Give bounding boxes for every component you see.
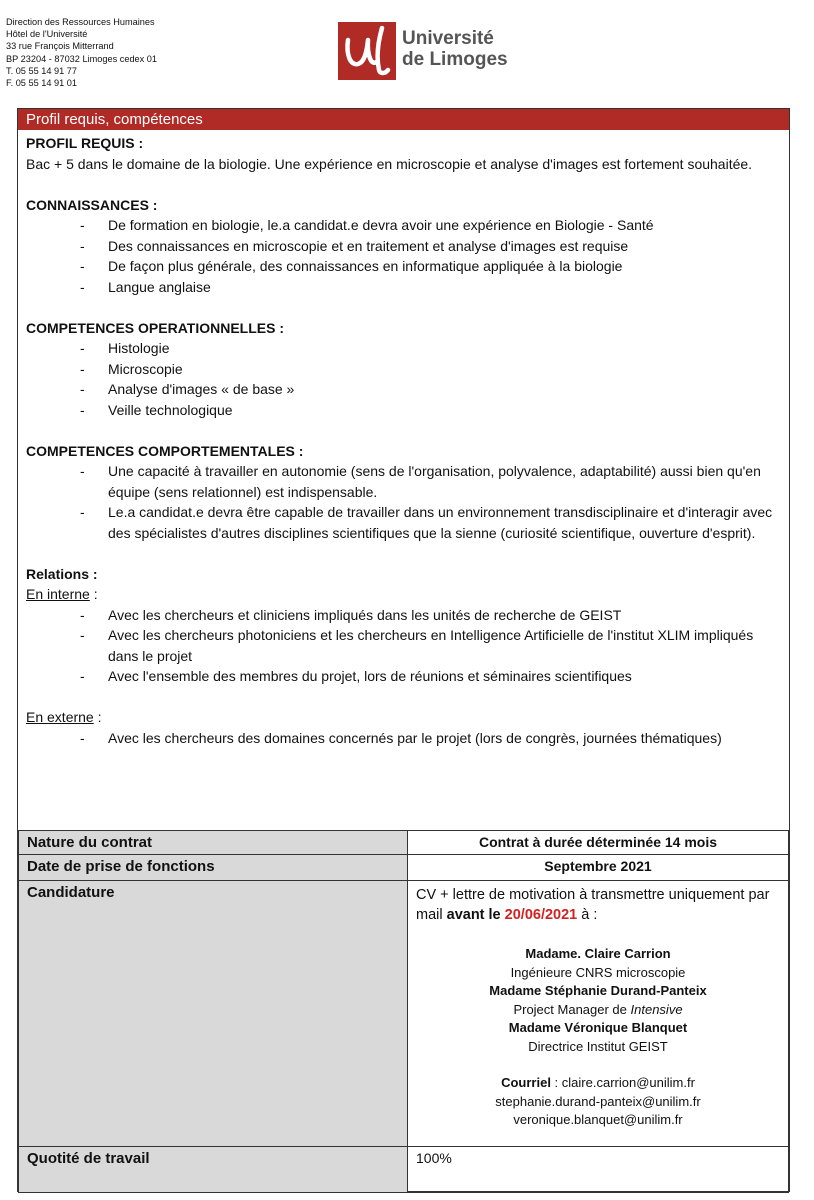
candidature-value [408, 881, 789, 1147]
email-link[interactable]: claire.carrion@unilim.fr [561, 1075, 695, 1090]
candidature-label: Candidature [19, 881, 408, 1147]
profil-requis-text: Bac + 5 dans le domaine de la biologie. Une expérience en microscopie et analyse d'images est fortement souhaitée. [26, 155, 753, 172]
interne-list [26, 605, 784, 687]
contact-name: Madame Stéphanie Durand-Panteix [489, 983, 707, 998]
email-line: Courriel : claire.carrion@unilim.fr [501, 1075, 695, 1090]
address-line: 33 rue François Mitterrand [6, 41, 114, 52]
phone-line: T. 05 55 14 91 77 [6, 65, 78, 76]
contrat-value: Contrat à durée déterminée 14 mois [408, 831, 789, 855]
profil-section [26, 133, 784, 748]
table-row [19, 881, 789, 1147]
list-item: - Histologie [26, 338, 784, 359]
list-item: - Avec les chercheurs des domaines concernés par le projet (lors de congrès, journées thématiques) [26, 728, 784, 749]
contact-role: Directrice Institut GEIST [528, 1038, 668, 1054]
list-item: - Le.a candidat.e devra être capable de travailler dans un environnement transdisciplinaire et d'interagir avec des spécialistes d'autres disciplines scientifiques que la sienne (curiosité scientifique, ouverture d'esprit). [26, 502, 784, 543]
interne-label: En interne [26, 586, 90, 602]
comportementales-heading: COMPETENCES COMPORTEMENTALES : [26, 442, 304, 459]
list-item: - Langue anglaise [26, 277, 784, 298]
list-item: - Une capacité à travailler en autonomie (sens de l'organisation, polyvalence, adaptabilité) aussi bien qu'en équipe (sens relationnel) est indispensable. [26, 461, 784, 502]
externe-label-row: En externe : [26, 709, 102, 725]
address-line: Direction des Ressources Humaines [6, 17, 155, 27]
externe-list [26, 728, 784, 749]
address-line: BP 23204 - 87032 Limoges cedex 01 [6, 53, 158, 64]
candidature-instructions: CV + lettre de motivation à transmettre uniquement par mail avant le 20/06/2021 à : [416, 887, 770, 923]
hr-address-block [6, 16, 157, 89]
contact-name: Madame. Claire Carrion [525, 946, 671, 961]
email-link[interactable]: stephanie.durand-panteix@unilim.fr [495, 1093, 701, 1109]
quotite-label: Quotité de travail [19, 1147, 408, 1193]
date-label: Date de prise de fonctions [19, 855, 408, 881]
connaissances-list [26, 215, 784, 297]
relations-heading: Relations : [26, 565, 98, 582]
contact-role: Project Manager de Intensive [513, 1001, 683, 1017]
table-row [19, 855, 789, 881]
list-item: - Analyse d'images « de base » [26, 379, 784, 400]
contract-info-table [18, 830, 789, 1193]
job-offer-frame [17, 108, 790, 1192]
quotite-value: 100% [408, 1147, 789, 1193]
operationnelles-list [26, 338, 784, 420]
comportementales-list [26, 461, 784, 543]
list-item: - De façon plus générale, des connaissances en informatique appliquée à la biologie [26, 256, 784, 277]
university-logo [338, 22, 528, 82]
contrat-label: Nature du contrat [19, 831, 408, 855]
deadline-date: 20/06/2021 [504, 907, 578, 923]
table-row [19, 831, 789, 855]
date-value: Septembre 2021 [408, 855, 789, 881]
list-item: - Avec les chercheurs photoniciens et les chercheurs en Intelligence Artificielle de l'institut XLIM impliqués dans le projet [26, 625, 784, 666]
list-item: - Microscopie [26, 359, 784, 380]
table-row [19, 1147, 789, 1193]
fax-line: F. 05 55 14 91 01 [6, 78, 78, 89]
contacts-block [416, 945, 780, 1130]
section-title: Profil requis, compétences [18, 109, 789, 130]
contact-name: Madame Véronique Blanquet [508, 1020, 688, 1035]
connaissances-heading: CONNAISSANCES : [26, 196, 158, 213]
operationnelles-heading: COMPETENCES OPERATIONNELLES : [26, 319, 284, 336]
interne-label-row: En interne : [26, 586, 98, 602]
address-line: Hôtel de l'Université [6, 29, 88, 40]
externe-label: En externe [26, 709, 94, 725]
profil-requis-heading: PROFIL REQUIS : [26, 135, 144, 151]
list-item: - Veille technologique [26, 400, 784, 421]
email-link[interactable]: veronique.blanquet@unilim.fr [513, 1112, 683, 1127]
logo-wordmark: Université de Limoges [402, 28, 508, 70]
list-item: - Des connaissances en microscopie et en traitement et analyse d'images est requise [26, 236, 784, 257]
logo-ul-icon [338, 22, 396, 80]
list-item: - De formation en biologie, le.a candidat.e devra avoir une expérience en Biologie - Santé [26, 215, 784, 236]
courriel-label: Courriel [501, 1075, 551, 1090]
contact-role: Ingénieure CNRS microscopie [510, 964, 686, 980]
list-item: - Avec l'ensemble des membres du projet, lors de réunions et séminaires scientifiques [26, 666, 784, 687]
list-item: - Avec les chercheurs et cliniciens impliqués dans les unités de recherche de GEIST [26, 605, 784, 626]
